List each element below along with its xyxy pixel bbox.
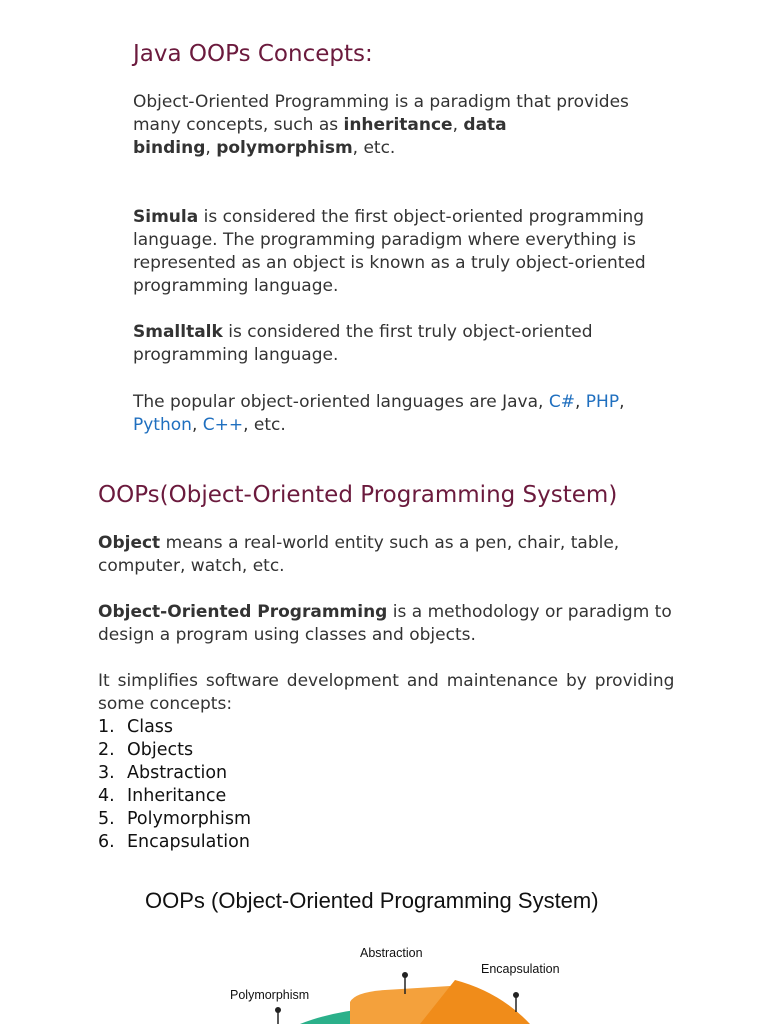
- concepts-list: [98, 716, 251, 854]
- oop-line-1: [98, 601, 672, 624]
- section-title-oops: OOPs(Object-Oriented Programming System): [98, 482, 618, 508]
- etc-text: , etc.: [352, 138, 396, 158]
- list-label: Encapsulation: [127, 832, 250, 852]
- simula-paragraph: [133, 206, 646, 298]
- list-label: Class: [127, 717, 174, 737]
- object-line-1: [98, 532, 619, 555]
- list-item: [98, 785, 251, 808]
- comma-text: ,: [205, 138, 217, 158]
- polymorphism-pin-dot: [275, 1007, 281, 1013]
- intro-line-3: [133, 137, 629, 160]
- smalltalk-line-2: programming language.: [133, 345, 339, 365]
- polymorphism-term: polymorphism: [216, 138, 353, 158]
- list-item: [98, 716, 251, 739]
- smalltalk-paragraph: [133, 321, 592, 367]
- simula-text: is considered the first object-oriented programming: [198, 207, 645, 227]
- binding-term: binding: [133, 138, 206, 158]
- inheritance-term: inheritance: [343, 115, 453, 135]
- list-number: 4.: [98, 786, 115, 806]
- intro-line-2: [133, 114, 629, 137]
- intro-line-1: Object-Oriented Programming is a paradigm that provides: [133, 92, 629, 112]
- list-number: 5.: [98, 809, 115, 829]
- list-number: 3.: [98, 763, 115, 783]
- list-label: Objects: [127, 740, 194, 760]
- list-label: Polymorphism: [127, 809, 252, 829]
- simplifies-paragraph: [98, 670, 747, 716]
- smalltalk-text: is considered the first truly object-oriented: [222, 322, 593, 342]
- object-line-2: computer, watch, etc.: [98, 556, 285, 576]
- python-link[interactable]: Python: [133, 415, 192, 435]
- smalltalk-term: Smalltalk: [133, 322, 223, 342]
- list-item: [98, 762, 251, 785]
- simplifies-line-2: some concepts:: [98, 694, 233, 714]
- simula-line-3: represented as an object is known as a truly object-oriented: [133, 253, 646, 273]
- diagram-title: OOPs (Object-Oriented Programming System): [145, 888, 599, 913]
- simula-term: Simula: [133, 207, 199, 227]
- simula-line-1: [133, 206, 646, 229]
- encapsulation-pin-dot: [513, 992, 519, 998]
- simula-line-2: language. The programming paradigm where everything is: [133, 230, 637, 250]
- cpp-link[interactable]: C++: [202, 415, 244, 435]
- smalltalk-line-1: [133, 321, 592, 344]
- oop-line-2: design a program using classes and objects.: [98, 625, 476, 645]
- oop-paragraph: [98, 601, 672, 647]
- diagram-label-encapsulation: Encapsulation: [481, 962, 560, 976]
- oop-text: is a methodology or paradigm to: [387, 602, 672, 622]
- simula-line-4: programming language.: [133, 276, 339, 296]
- comma-text: ,: [452, 115, 464, 135]
- list-number: 6.: [98, 832, 115, 852]
- data-term: data: [463, 115, 507, 135]
- object-paragraph: [98, 532, 619, 578]
- page-title: Java OOPs Concepts:: [133, 41, 373, 67]
- popular-line-1: The popular object-oriented languages are Java, C#, PHP,: [133, 392, 625, 412]
- list-number: 2.: [98, 740, 115, 760]
- list-item: [98, 739, 251, 762]
- diagram-label-abstraction: Abstraction: [360, 946, 423, 960]
- list-label: Abstraction: [127, 763, 228, 783]
- popular-line-2: Python, C++, etc.: [133, 415, 286, 435]
- diagram-label-polymorphism: Polymorphism: [230, 988, 310, 1002]
- intro-paragraph: [133, 91, 629, 160]
- list-label: Inheritance: [127, 786, 227, 806]
- php-link[interactable]: PHP: [585, 392, 620, 412]
- popular-text: The popular object-oriented languages are Java,: [133, 392, 549, 412]
- oops-diagram: [0, 880, 768, 1024]
- abstraction-pin-dot: [402, 972, 408, 978]
- object-term: Object: [98, 533, 161, 553]
- list-item: [98, 808, 251, 831]
- csharp-link[interactable]: C#: [548, 392, 575, 412]
- intro-text: many concepts, such as: [133, 115, 344, 135]
- list-number: 1.: [98, 717, 115, 737]
- popular-languages-paragraph: [133, 391, 624, 437]
- list-item: [98, 831, 251, 854]
- simplifies-line-1: It simplifies software development and maintenance by providing: [98, 671, 675, 691]
- oop-term: Object-Oriented Programming: [98, 602, 388, 622]
- object-text: means a real-world entity such as a pen, chair, table,: [160, 533, 620, 553]
- etc-text: , etc.: [243, 415, 286, 435]
